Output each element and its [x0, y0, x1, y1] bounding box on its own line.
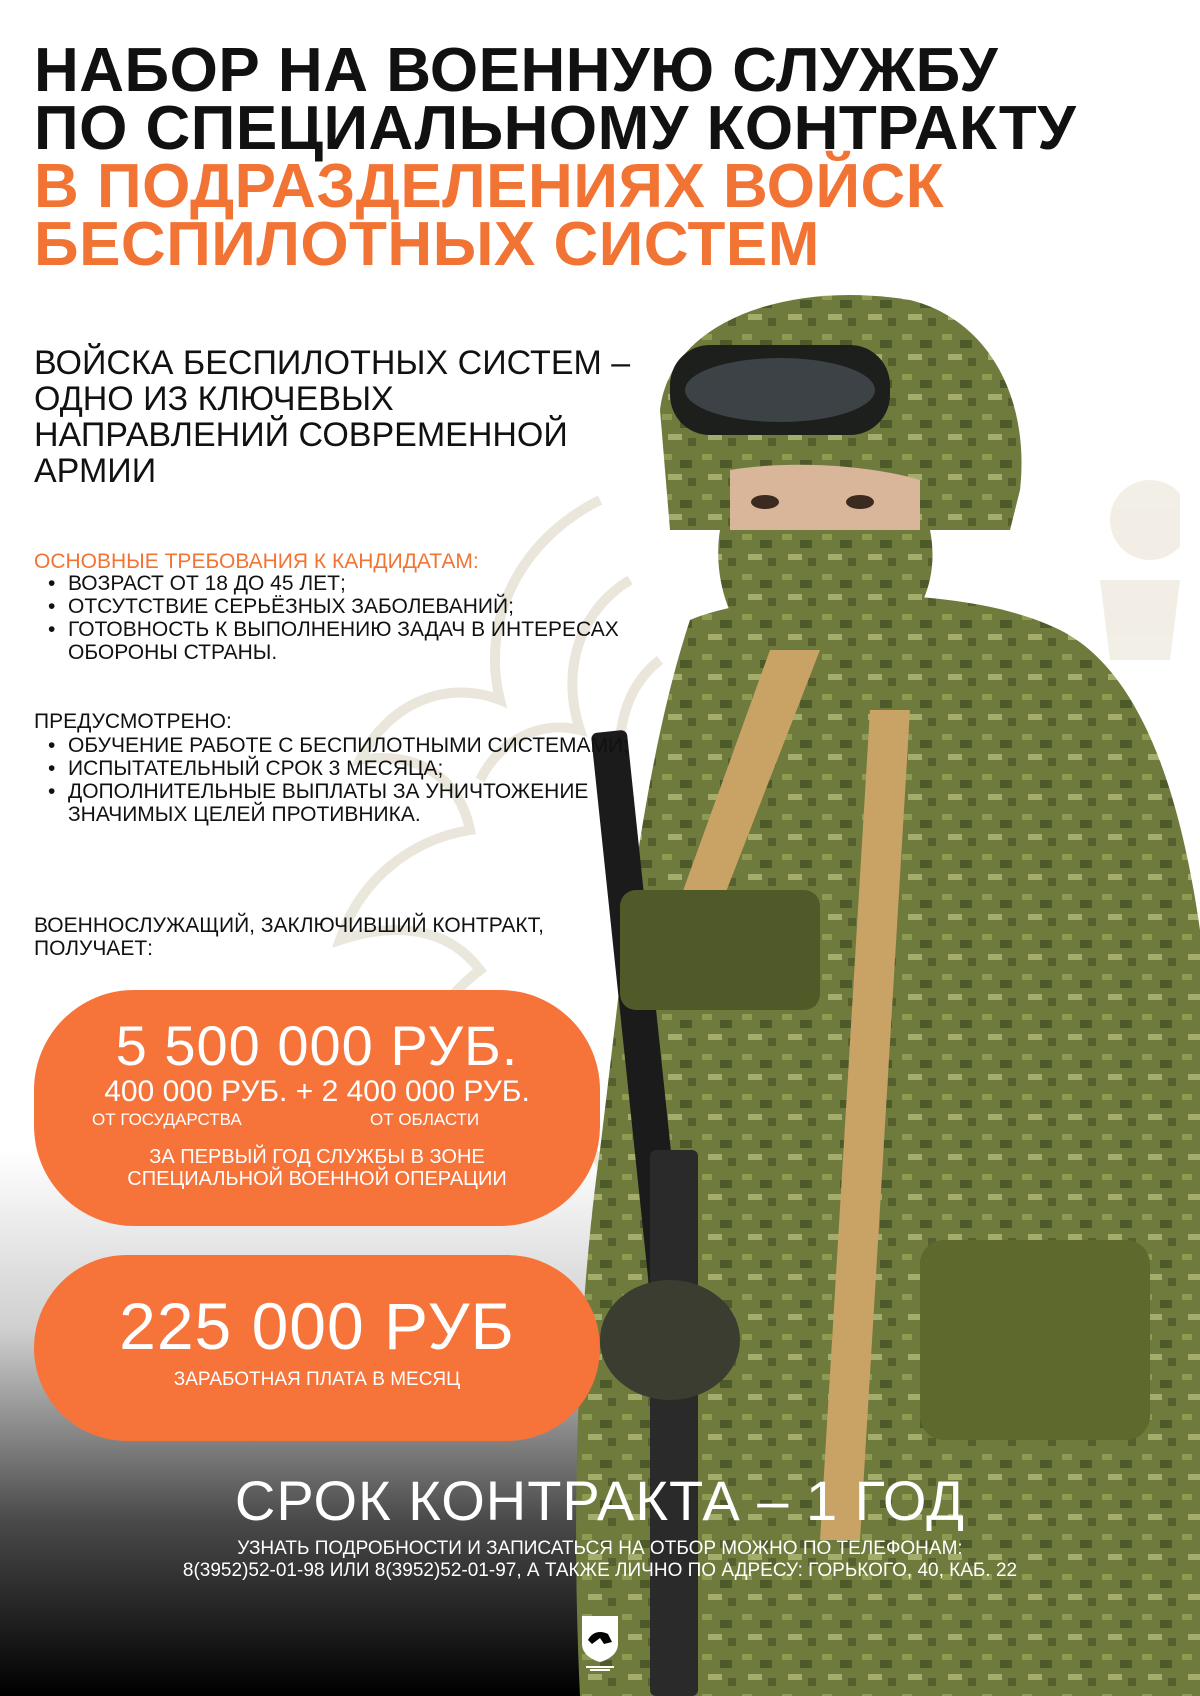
list-item: • ВОЗРАСТ ОТ 18 ДО 45 ЛЕТ; — [34, 572, 684, 595]
intro-line-3: НАПРАВЛЕНИЙ СОВРЕМЕННОЙ — [34, 416, 568, 454]
salary-amount: 225 000 РУБ — [119, 1289, 515, 1363]
contract-term: СРОК КОНТРАКТА – 1 ГОД — [234, 1469, 966, 1532]
payment-sources — [34, 1108, 600, 1130]
list-item: • ИСПЫТАТЕЛЬНЫЙ СРОК 3 МЕСЯЦА; — [34, 757, 674, 780]
payment-pill — [34, 990, 600, 1226]
contact-line-2: 8(3952)52-01-98 ИЛИ 8(3952)52-01-97, А ТАКЖЕ ЛИЧНО ПО АДРЕСУ: ГОРЬКОГО, 40, КАБ. 22 — [182, 1560, 1018, 1581]
intro-line-1: ВОЙСКА БЕСПИЛОТНЫХ СИСТЕМ – — [34, 344, 631, 382]
title-line-3: В ПОДРАЗДЕЛЕНИЯХ ВОЙСК — [34, 152, 945, 221]
list-item: • ОТСУТСТВИЕ СЕРЬЁЗНЫХ ЗАБОЛЕВАНИЙ; — [34, 595, 684, 618]
list-item: • ГОТОВНОСТЬ К ВЫПОЛНЕНИЮ ЗАДАЧ В ИНТЕРЕСАХ ОБОРОНЫ СТРАНЫ. — [34, 618, 684, 664]
list-item: • ОБУЧЕНИЕ РАБОТЕ С БЕСПИЛОТНЫМИ СИСТЕМАМИ; — [34, 734, 674, 757]
list-item: • ДОПОЛНИТЕЛЬНЫЕ ВЫПЛАТЫ ЗА УНИЧТОЖЕНИЕ ЗНАЧИМЫХ ЦЕЛЕЙ ПРОТИВНИКА. — [34, 780, 674, 826]
provided-title: ПРЕДУСМОТРЕНО: — [34, 710, 232, 733]
poster-title — [34, 36, 1184, 279]
requirements-title: ОСНОВНЫЕ ТРЕБОВАНИЯ К КАНДИДАТАМ: — [34, 550, 479, 573]
title-line-4: БЕСПИЛОТНЫХ СИСТЕМ — [34, 210, 820, 279]
first-year-note — [34, 1146, 600, 1190]
source-state: ОТ ГОСУДАРСТВА — [92, 1110, 242, 1129]
city-emblem-icon — [578, 1614, 622, 1672]
requirements-list — [34, 572, 684, 664]
receives-caption: ВОЕННОСЛУЖАЩИЙ, ЗАКЛЮЧИВШИЙ КОНТРАКТ, ПОЛУЧАЕТ: — [34, 914, 544, 960]
intro-statement — [34, 345, 674, 489]
payment-total: 5 500 000 РУБ. — [115, 1014, 519, 1077]
first-year-line-2: СПЕЦИАЛЬНОЙ ВОЕННОЙ ОПЕРАЦИИ — [127, 1168, 507, 1190]
provided-list — [34, 734, 674, 826]
source-region: ОТ ОБЛАСТИ — [370, 1110, 480, 1129]
salary-label: ЗАРАБОТНАЯ ПЛАТА В МЕСЯЦ — [173, 1369, 461, 1390]
intro-line-2: ОДНО ИЗ КЛЮЧЕВЫХ — [34, 380, 394, 418]
title-line-2: ПО СПЕЦИАЛЬНОМУ КОНТРАКТУ — [34, 94, 1077, 163]
salary-pill — [34, 1255, 600, 1441]
contact-line-1: УЗНАТЬ ПОДРОБНОСТИ И ЗАПИСАТЬСЯ НА ОТБОР МОЖНО ПО ТЕЛЕФОНАМ: — [237, 1538, 963, 1559]
payment-breakdown: 400 000 РУБ. + 2 400 000 РУБ. — [104, 1075, 530, 1108]
contact-info — [0, 1538, 1200, 1582]
first-year-line-1: ЗА ПЕРВЫЙ ГОД СЛУЖБЫ В ЗОНЕ — [149, 1146, 485, 1168]
title-line-1: НАБОР НА ВОЕННУЮ СЛУЖБУ — [34, 36, 999, 105]
intro-line-4: АРМИИ — [34, 452, 157, 490]
